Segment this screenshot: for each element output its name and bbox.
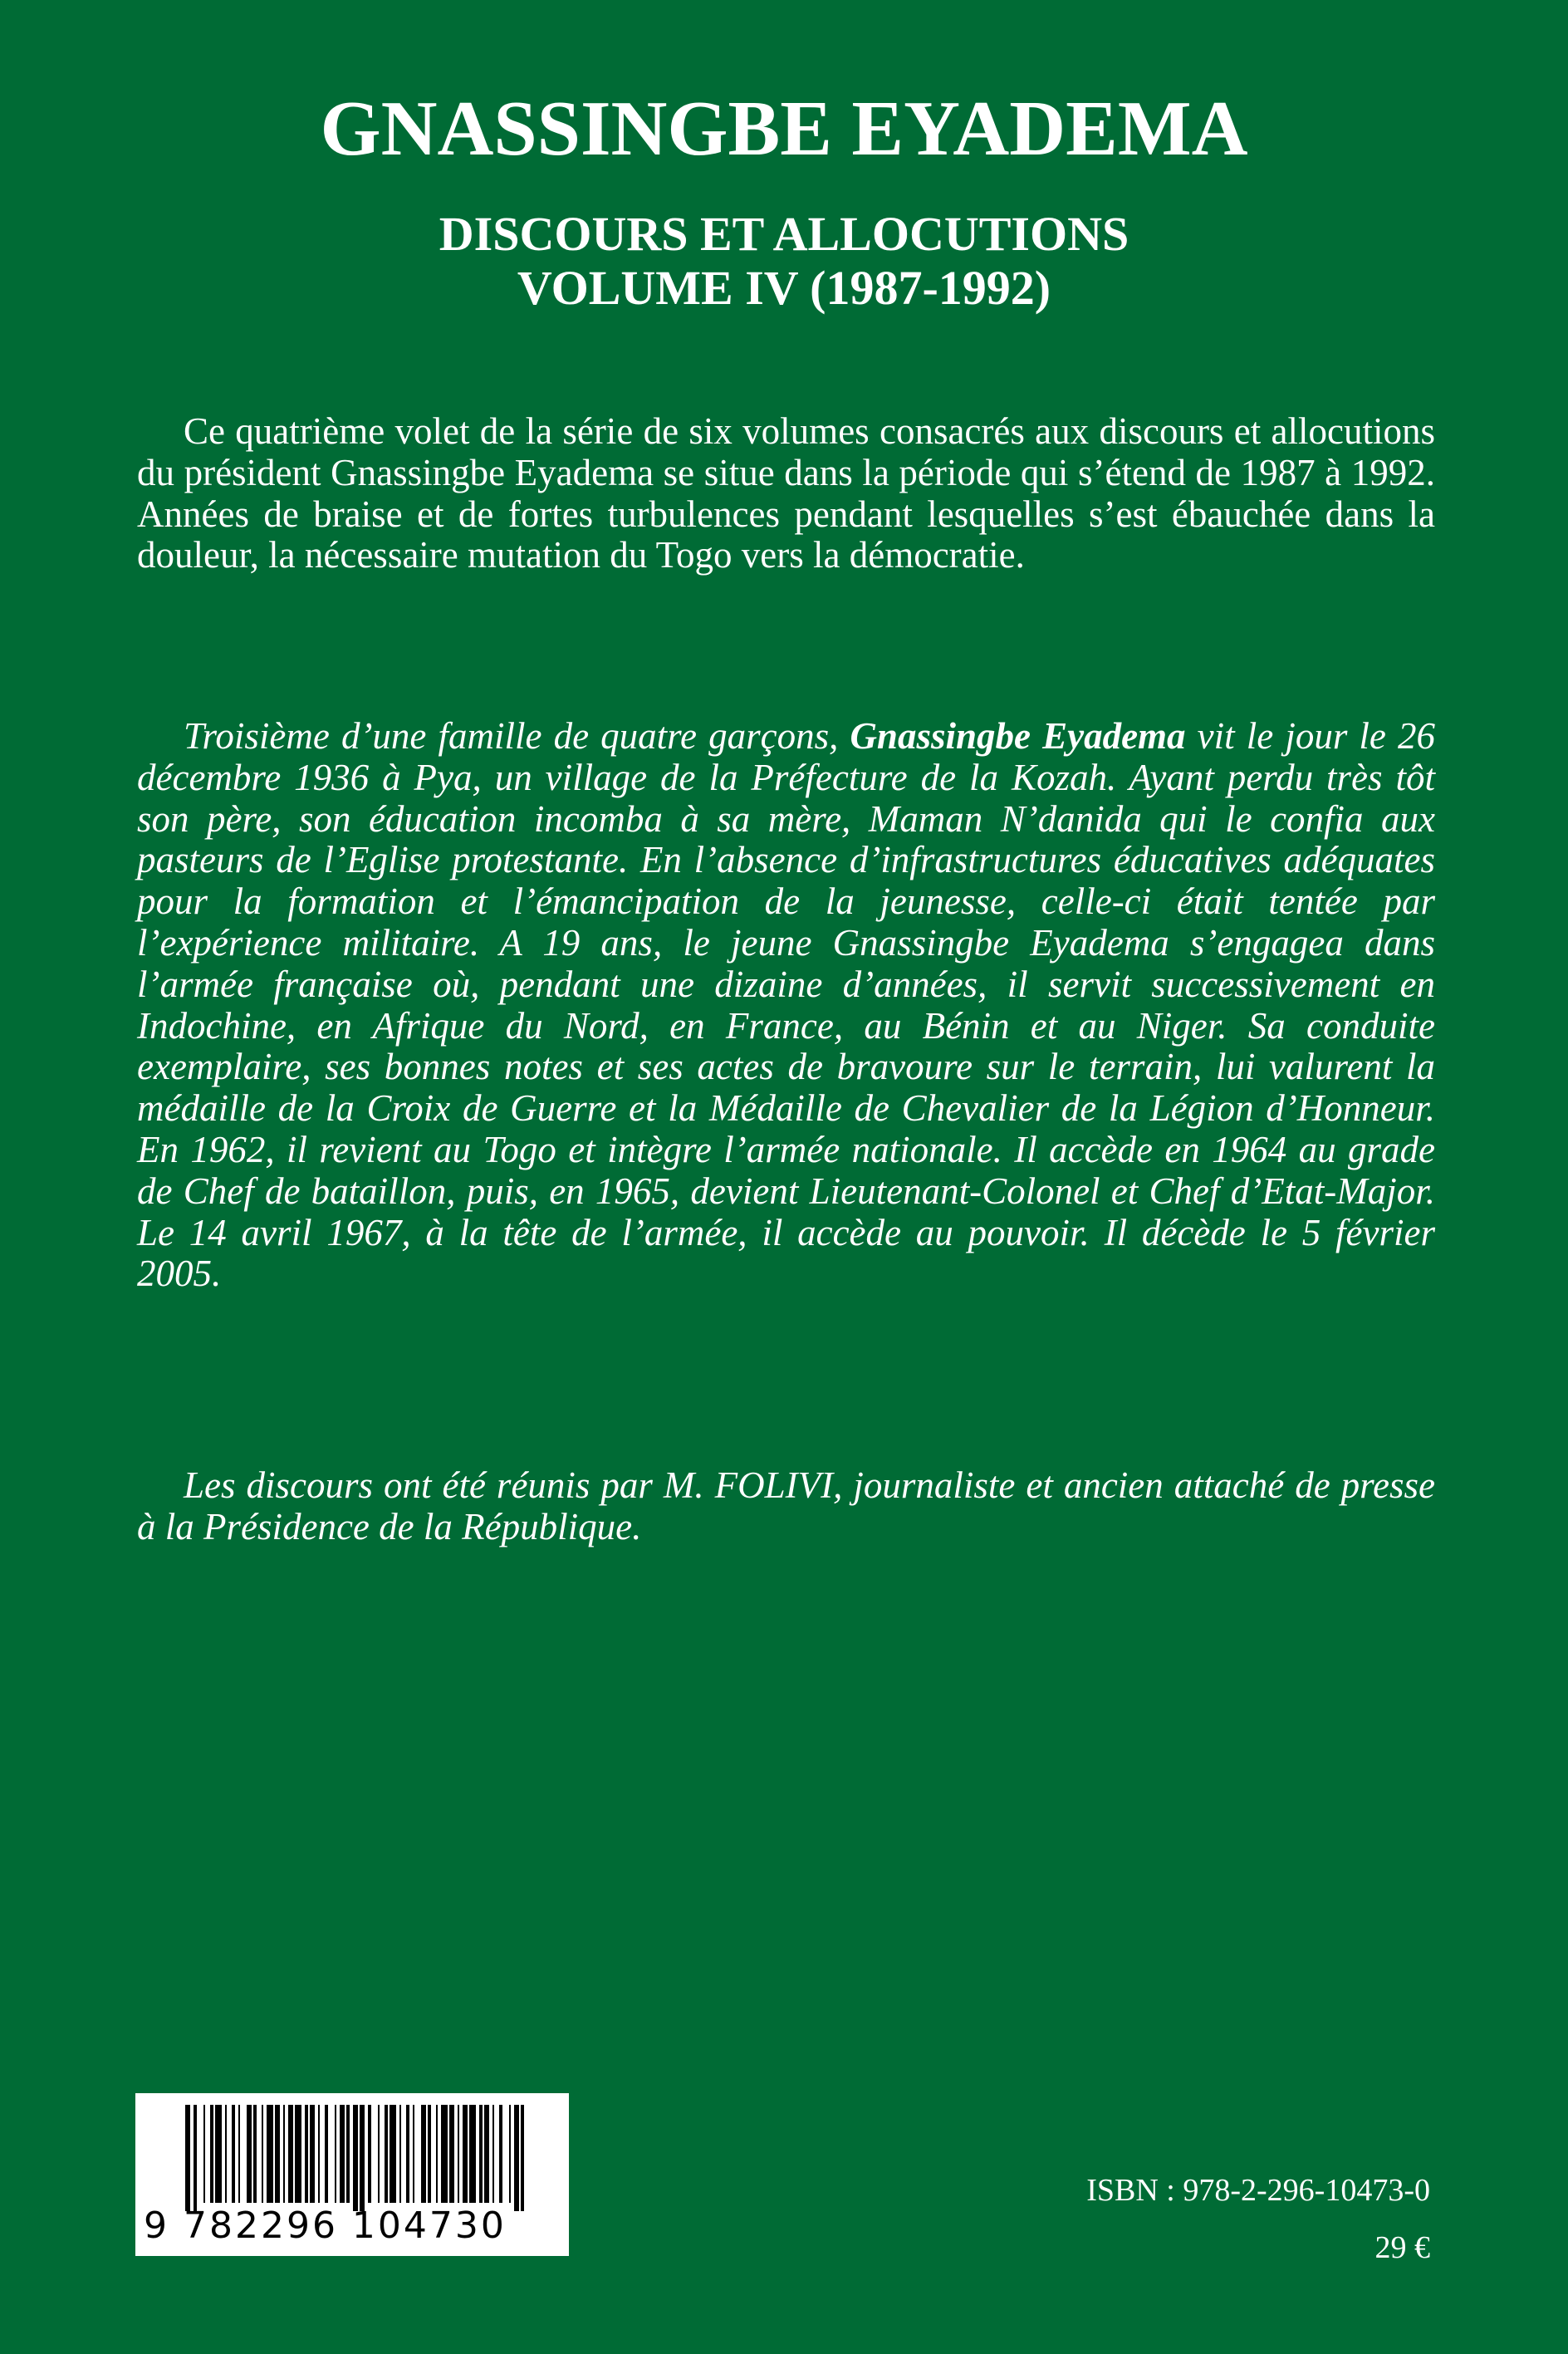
barcode-bar bbox=[210, 2105, 213, 2203]
barcode-bar bbox=[436, 2105, 438, 2203]
barcode-bar bbox=[275, 2105, 280, 2203]
barcode-bar bbox=[449, 2105, 454, 2203]
barcode-bar bbox=[238, 2105, 240, 2203]
barcode-bar bbox=[283, 2105, 285, 2203]
barcode-bar bbox=[406, 2105, 409, 2203]
barcode-bar bbox=[399, 2105, 401, 2203]
biography-intro: Troisième d’une famille de quatre garçons, bbox=[184, 715, 850, 757]
credits-paragraph: Les discours ont été réunis par M. FOLIVI, journaliste et ancien attaché de presse à la Présidence de la République. bbox=[137, 1464, 1435, 1547]
barcode-bar bbox=[346, 2105, 350, 2203]
barcode-bar bbox=[421, 2105, 426, 2203]
barcode-bar bbox=[253, 2105, 257, 2203]
barcode-bar bbox=[340, 2105, 345, 2203]
book-title: GNASSINGBE EYADEMA bbox=[320, 86, 1248, 172]
barcode-bar bbox=[353, 2105, 358, 2211]
barcode bbox=[135, 2093, 569, 2256]
biography-paragraph bbox=[137, 716, 1435, 1295]
barcode-bar bbox=[360, 2105, 365, 2211]
barcode-bar bbox=[185, 2105, 190, 2211]
barcode-bar bbox=[413, 2105, 414, 2203]
barcode-bar bbox=[215, 2105, 222, 2203]
barcode-bar bbox=[479, 2105, 483, 2203]
book-subtitle: DISCOURS ET ALLOCUTIONS bbox=[439, 207, 1129, 261]
barcode-bar bbox=[310, 2105, 315, 2203]
barcode-bar bbox=[458, 2105, 459, 2203]
barcode-bar bbox=[335, 2105, 336, 2203]
biography-name: Gnassingbe Eyadema bbox=[850, 715, 1186, 757]
barcode-bar bbox=[305, 2105, 308, 2203]
barcode-bar bbox=[368, 2105, 371, 2203]
barcode-bar bbox=[521, 2105, 524, 2211]
barcode-bar bbox=[441, 2105, 448, 2203]
barcode-bar bbox=[514, 2105, 519, 2211]
barcode-bar bbox=[232, 2105, 235, 2203]
isbn: ISBN : 978-2-296-10473-0 bbox=[1086, 2173, 1430, 2208]
barcode-bar bbox=[492, 2105, 494, 2203]
summary-paragraph: Ce quatrième volet de la série de six volumes consacrés aux discours et allocutions du président Gnassingbe Eyadema se situe dans la période qui s’étend de 1987 à 1992. Années de braise et de fortes turbulences pendant lesquelles s’est ébauchée dans la douleur, la nécessaire mutation du Togo vers la démocratie. bbox=[137, 410, 1435, 576]
barcode-bar bbox=[225, 2105, 227, 2203]
barcode-bar bbox=[318, 2105, 320, 2203]
barcode-bar bbox=[390, 2105, 396, 2203]
barcode-bar bbox=[509, 2105, 511, 2203]
barcode-digits: 9 782296 104730 bbox=[144, 2204, 507, 2247]
volume-label: VOLUME IV (1987-1992) bbox=[517, 261, 1051, 315]
barcode-bar bbox=[428, 2105, 431, 2203]
barcode-bar bbox=[203, 2105, 205, 2203]
barcode-bar bbox=[267, 2105, 273, 2203]
barcode-bar bbox=[325, 2105, 328, 2203]
barcode-bar bbox=[194, 2105, 197, 2211]
barcode-bar bbox=[378, 2105, 380, 2203]
barcode-bar bbox=[295, 2105, 301, 2203]
barcode-bar bbox=[484, 2105, 489, 2203]
barcode-bar bbox=[288, 2105, 293, 2203]
barcode-bar bbox=[499, 2105, 502, 2203]
barcode-bar bbox=[469, 2105, 476, 2203]
barcode-bar bbox=[463, 2105, 468, 2203]
biography-text: vit le jour le 26 décembre 1936 à Pya, un village de la Préfecture de la Kozah. Ayant perdu très tôt son père, son éducation incomba à sa mère, Maman N’danida qui le confia aux pasteurs de l’Eglise protestante. En l’absence d’infrastructures éducatives adéquates pour la formation et l’émancipation de la jeunesse, celle-ci était tentée par l’expérience militaire. A 19 ans, le jeune Gnassingbe Eyadema s’engagea dans l’armée française où, pendant une dizaine d’années, il servit successivement en Indochine, en Afrique du Nord, en France, au Bénin et au Niger. Sa conduite exemplaire, ses bonnes notes et ses actes de bravoure sur le terrain, lui valurent la médaille de la Croix de Guerre et la Médaille de Chevalier de la Légion d’Honneur. En 1962, il revient au Togo et intègre l’armée nationale. Il accède en 1964 au grade de Chef de bataillon, puis, en 1965, devient Lieutenant-Colonel et Chef d’Etat-Major. Le 14 avril 1967, à la tête de l’armée, il accède au pouvoir. Il décède le 5 février 2005. bbox=[137, 715, 1436, 1295]
barcode-bar bbox=[247, 2105, 252, 2203]
barcode-bar bbox=[262, 2105, 263, 2203]
price: 29 € bbox=[1374, 2230, 1430, 2265]
barcode-bar bbox=[385, 2105, 388, 2203]
